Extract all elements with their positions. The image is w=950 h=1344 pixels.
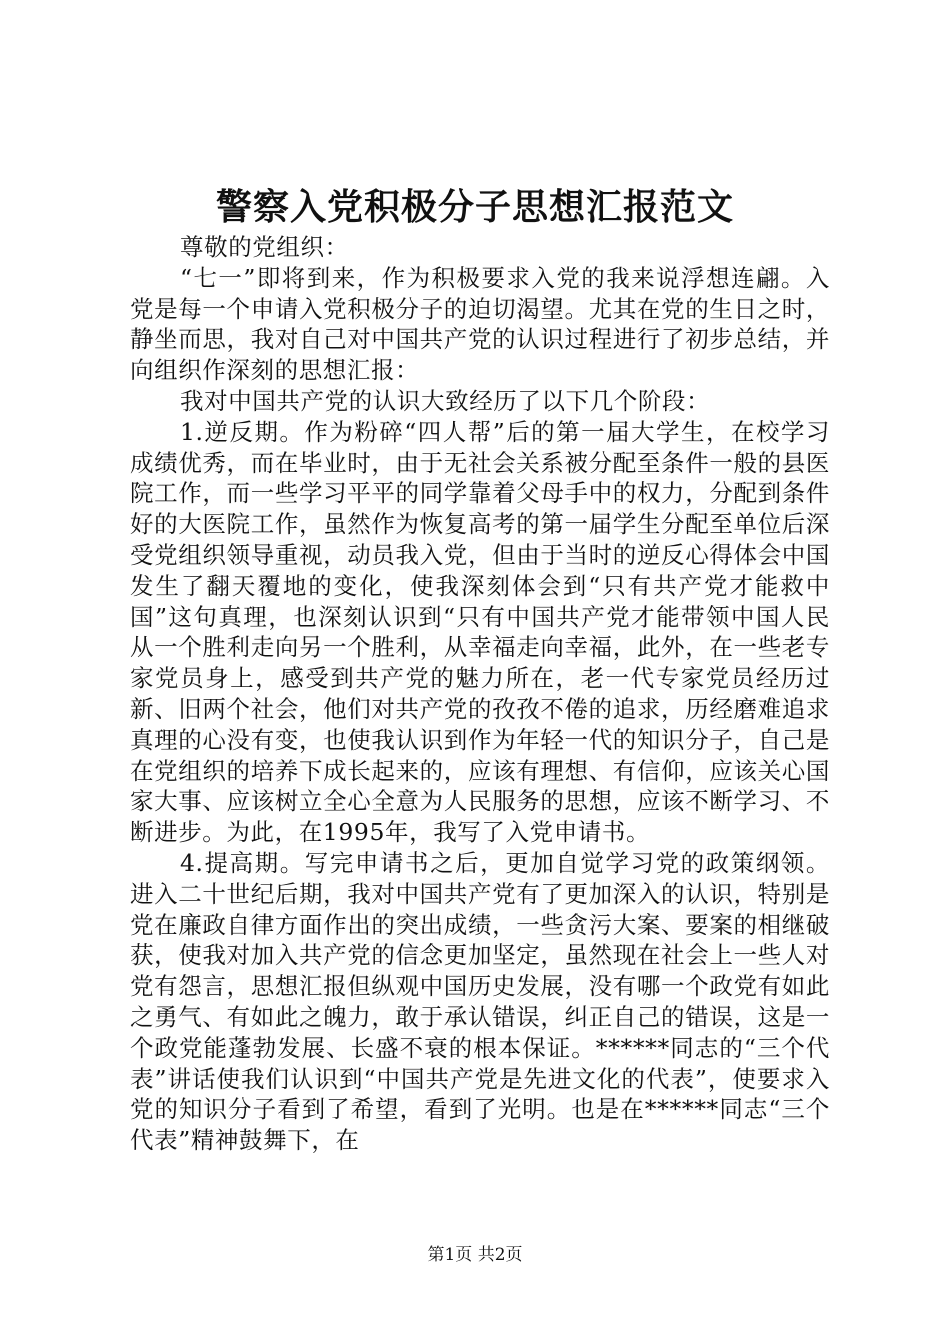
salutation: 尊敬的党组织： <box>180 233 349 261</box>
paragraph-stages-lead: 我对中国共产党的认识大致经历了以下几个阶段： <box>180 386 711 415</box>
paragraph-stage-improvement: 4.提高期。写完申请书之后，更加自觉学习党的政策纲领。进入二十世纪后期，我对中国共产党有了更加深入的认识，特别是党在廉政自律方面作出的突出成绩，一些贪污大案、要案的相继破获，使我对加入共产党的信念更加坚定，虽然现在社会上一些人对党有怨言，思想汇报但纵观中国历史发展，没有哪一个政党有如此之勇气、有如此之魄力，敢于承认错误，纠正自己的错误，这是一个政党能蓬勃发展、长盛不衰的根本保证。******同志的“三个代表”讲话使我们认识到“中国共产党是先进文化的代表”，使要求入党的知识分子看到了希望，看到了光明。也是在******同志“三个代表”精神鼓舞下，在 <box>130 848 830 1155</box>
paragraph-intro: “七一”即将到来，作为积极要求入党的我来说浮想连翩。入党是每一个申请入党积极分子的迫切渴望。尤其在党的生日之时，静坐而思，我对自己对中国共产党的认识过程进行了初步总结，并向组织作深刻的思想汇报： <box>130 263 830 385</box>
paragraph-stage-rebellion: 1.逆反期。作为粉碎“四人帮”后的第一届大学生，在校学习成绩优秀，而在毕业时，由于无社会关系被分配至条件一般的县医院工作，而一些学习平平的同学靠着父母手中的权力，分配到条件好的大医院工作，虽然作为恢复高考的第一届学生分配至单位后深受党组织领导重视，动员我入党，但由于当时的逆反心得体会中国发生了翻天覆地的变化，使我深刻体会到“只有共产党才能救中国”这句真理，也深刻认识到“只有中国共产党才能带领中国人民从一个胜利走向另一个胜利，从幸福走向幸福，此外，在一些老专家党员身上，感受到共产党的魅力所在，老一代专家党员经历过新、旧两个社会，他们对共产党的孜孜不倦的追求，历经磨难追求真理的心没有变，也使我认识到作为年轻一代的知识分子，自己是在党组织的培养下成长起来的，应该有理想、有信仰，应该关心国家大事、应该树立全心全意为人民服务的思想，应该不断学习、不断进步。为此，在1995年，我写了入党申请书。 <box>130 417 830 847</box>
document-title: 警察入党积极分子思想汇报范文 <box>215 186 734 228</box>
document-body <box>130 232 830 1156</box>
page-number-footer: 第1页 共2页 <box>427 1245 523 1265</box>
